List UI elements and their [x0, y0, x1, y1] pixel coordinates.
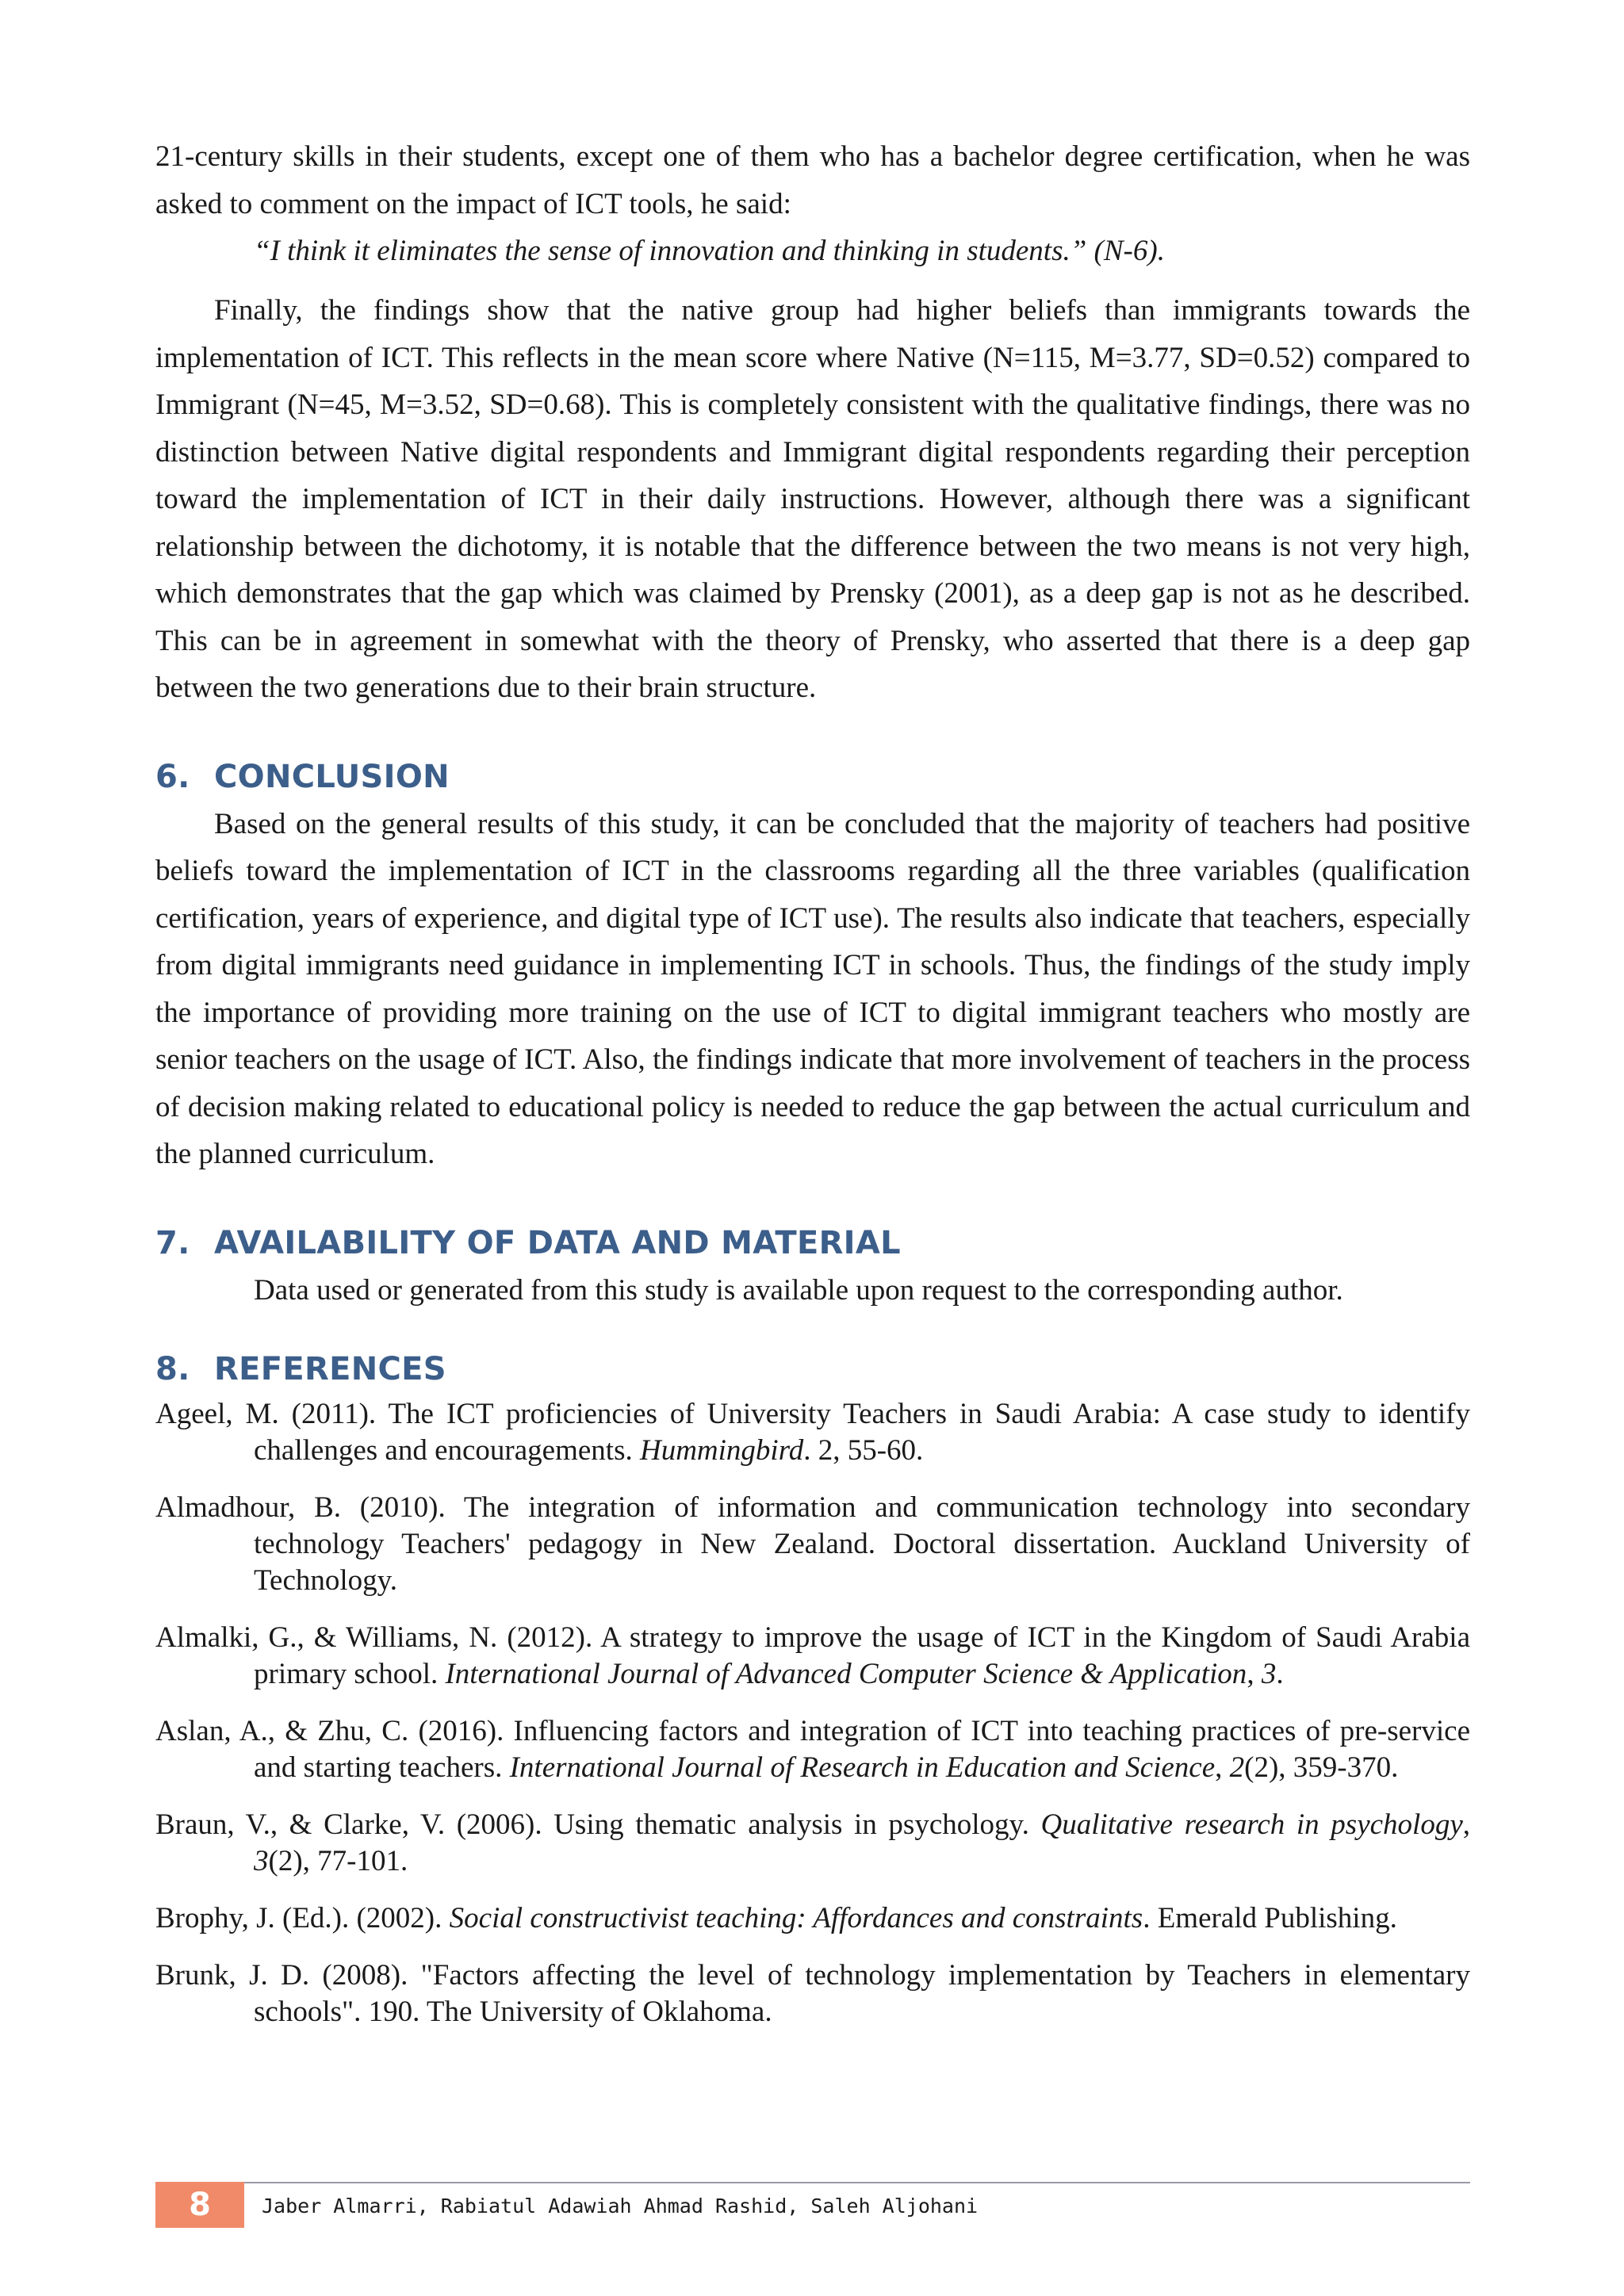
reference-italic: 2 [1229, 1751, 1245, 1784]
reference-text: Aslan, A., & Zhu, C. (2016). Influencing factors and integration of ICT into teaching practices of pre-service and starting teachers. [155, 1714, 1470, 1784]
reference-text: (2), 359-370. [1244, 1751, 1399, 1784]
section-title: CONCLUSION [214, 758, 450, 795]
paragraph-continued: 21-century skills in their students, except one of them who has a bachelor degree certification, when he was asked to comment on the impact of ICT tools, he said: [155, 140, 1470, 220]
reference-text: Almadhour, B. (2010). The integration of information and communication technology into secondary technology Teachers' pedagogy in New Zealand. Doctoral dissertation. Auckland University of Technology. [155, 1490, 1470, 1597]
reference-text: Brophy, J. (Ed.). (2002). [155, 1901, 450, 1934]
section-title: AVAILABILITY OF DATA AND MATERIAL [214, 1224, 901, 1261]
reference-text: (2), 77-101. [268, 1844, 408, 1877]
section-title: REFERENCES [214, 1350, 446, 1387]
reference-item [155, 1396, 1470, 1469]
reference-item [155, 1900, 1470, 1937]
reference-text: . Emerald Publishing. [1143, 1901, 1397, 1934]
reference-italic: International Journal of Research in Education and Science [509, 1751, 1216, 1784]
reference-item [155, 1957, 1470, 2030]
reference-text: . 2, 55-60. [803, 1433, 924, 1467]
reference-text: Braun, V., & Clarke, V. (2006). Using thematic analysis in psychology. [155, 1808, 1041, 1841]
reference-text: . [1276, 1657, 1284, 1690]
heading-conclusion [155, 753, 1470, 801]
reference-text: Ageel, M. (2011). The ICT proficiencies of University Teachers in Saudi Arabia: A case study to identify challenges and encouragements. [155, 1397, 1470, 1467]
reference-text: Brunk, J. D. (2008). "Factors affecting the level of technology implementation by Teachers in elementary schools". 190. The University of Oklahoma. [155, 1958, 1470, 2028]
interview-quote: “I think it eliminates the sense of innovation and thinking in students.” (N-6). [254, 235, 1165, 267]
reference-text: Almalki, G., & Williams, N. (2012). A strategy to improve the usage of ICT in the Kingdom of Saudi Arabia primary school. [155, 1621, 1470, 1690]
reference-italic: Qualitative research in psychology [1040, 1808, 1463, 1841]
page-number: 8 [155, 2182, 244, 2228]
reference-italic: 3 [1261, 1657, 1277, 1690]
section-number: 8. [155, 1350, 190, 1387]
reference-item [155, 1620, 1470, 1693]
reference-text: , [1215, 1751, 1230, 1784]
heading-references [155, 1345, 1470, 1393]
reference-item [155, 1490, 1470, 1599]
footer-authors: Jaber Almarri, Rabiatul Adawiah Ahmad Rashid, Saleh Aljohani [262, 2194, 979, 2218]
reference-italic: International Journal of Advanced Computer Science & Application [445, 1657, 1247, 1690]
paragraph-conclusion: Based on the general results of this study, it can be concluded that the majority of teachers had positive beliefs toward the implementation of ICT in the classrooms regarding all the three variables (qualification certification, years of experience, and digital type of ICT use). The results also indicate that teachers, especially from digital immigrants need guidance in implementing ICT in schools. Thus, the findings of the study imply the importance of providing more training on the use of ICT to digital immigrant teachers who mostly are senior teachers on the usage of ICT. Also, the findings indicate that more involvement of teachers in the process of decision making related to educational policy is needed to reduce the gap between the actual curriculum and the planned curriculum. [155, 807, 1470, 1170]
paragraph-availability: Data used or generated from this study is available upon request to the corresponding author. [254, 1273, 1343, 1307]
reference-list [155, 1396, 1470, 2030]
reference-text: , [1247, 1657, 1262, 1690]
reference-italic: Hummingbird [639, 1433, 804, 1467]
heading-availability [155, 1219, 1470, 1267]
section-number: 6. [155, 758, 190, 795]
reference-item [155, 1807, 1470, 1880]
page-content [155, 133, 1470, 2051]
page-footer [155, 2182, 1470, 2228]
reference-text: , [1462, 1808, 1470, 1841]
reference-italic: 3 [254, 1844, 269, 1877]
paragraph-findings: Finally, the findings show that the native group had higher beliefs than immigrants towards the implementation of ICT. This reflects in the mean score where Native (N=115, M=3.77, SD=0.52) compared to Immigrant (N=45, M=3.52, SD=0.68). This is completely consistent with the qualitative findings, there was no distinction between Native digital respondents and Immigrant digital respondents regarding their perception toward the implementation of ICT in their daily instructions. However, although there was a significant relationship between the dichotomy, it is notable that the difference between the two means is not very high, which demonstrates that the gap which was claimed by Prensky (2001), as a deep gap is not as he described. This can be in agreement in somewhat with the theory of Prensky, who asserted that there is a deep gap between the two generations due to their brain structure. [155, 294, 1470, 704]
reference-item [155, 1713, 1470, 1786]
reference-italic: Social constructivist teaching: Affordances and constraints [449, 1901, 1143, 1934]
section-number: 7. [155, 1224, 190, 1261]
